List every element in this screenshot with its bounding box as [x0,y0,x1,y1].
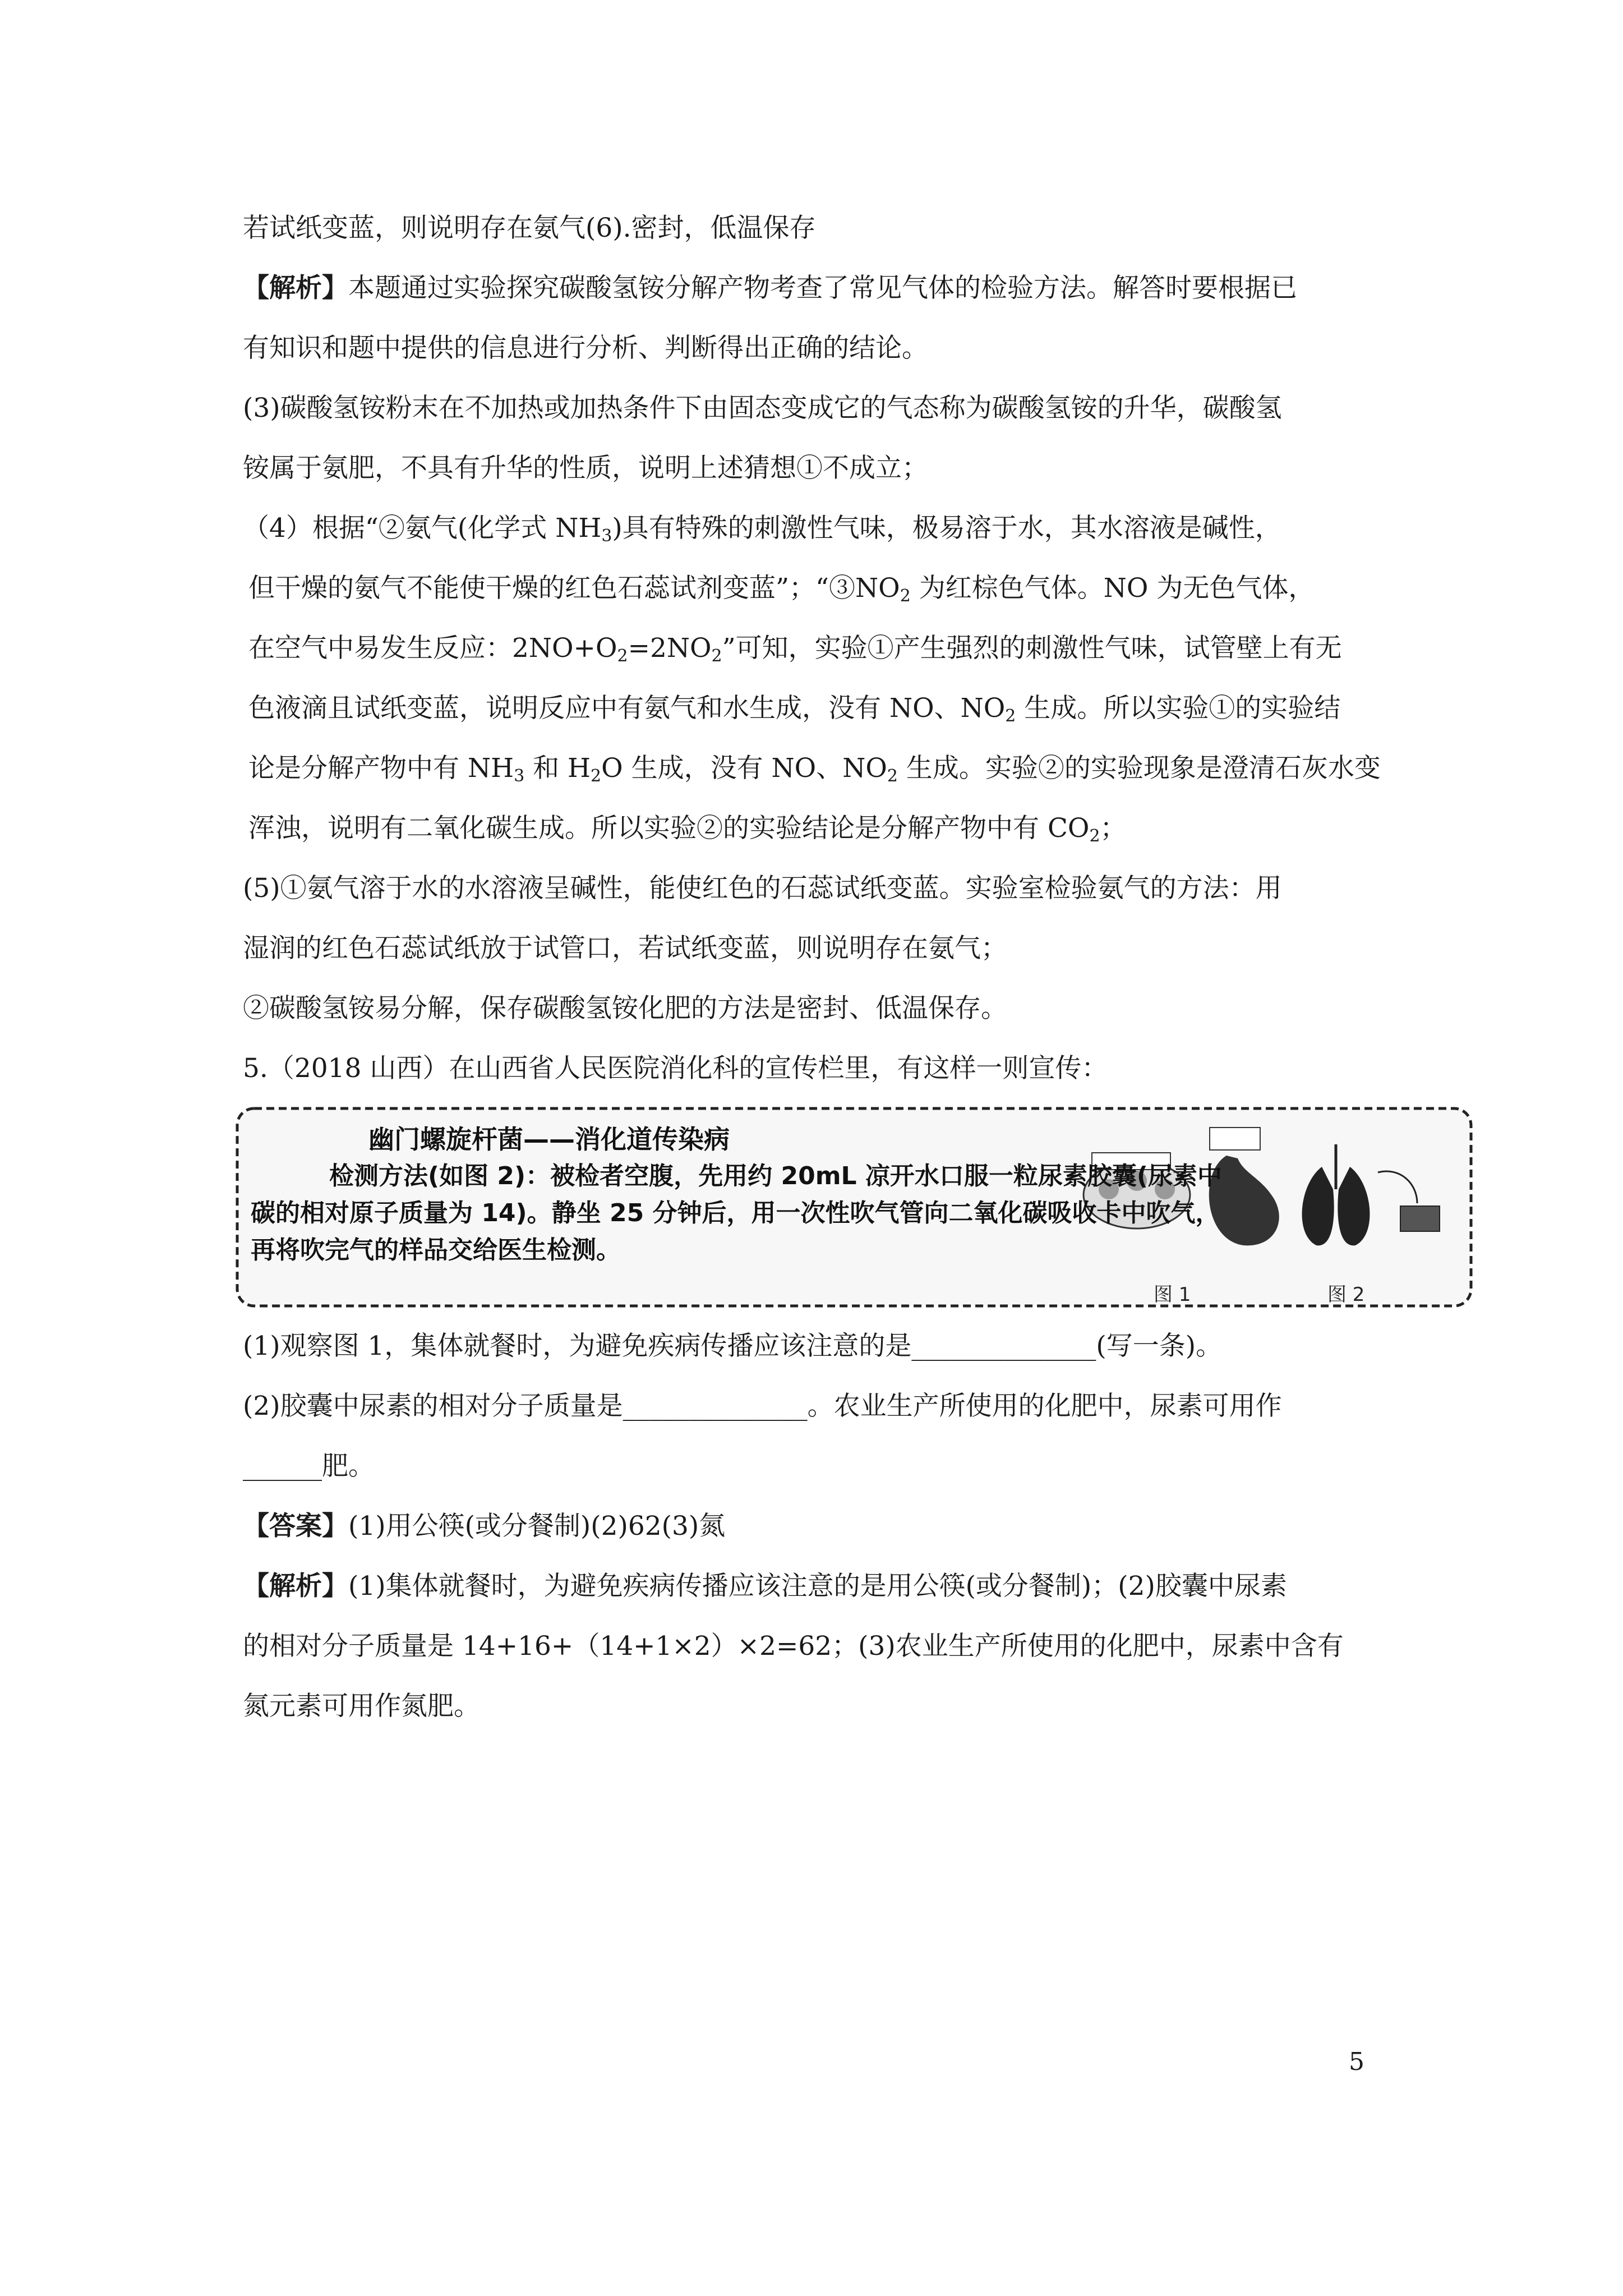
page-content [243,205,1381,1743]
text: 有知识和题中提供的信息进行分析、判断得出正确的结论。 [243,333,928,364]
text-line [243,625,1376,672]
text: 但干燥的氨气不能使干燥的红色石蕊试剂变蓝”；“③NO [248,573,900,604]
fig1-label: 图 1 [1154,1283,1191,1306]
text: 湿润的红色石蕊试纸放于试管口，若试纸变蓝，则说明存在氨气； [243,933,1007,964]
text: 为红棕色气体。NO 为无色气体， [910,573,1315,604]
text: （4）根据“②氨气(化学式 NH [243,513,602,544]
subscript: 2 [887,766,898,786]
text: 5.（2018 山西）在山西省人民医院消化科的宣传栏里，有这样一则宣传： [243,1053,1108,1084]
answer-line [243,1503,1376,1550]
question-header [243,1045,1376,1092]
poster-body: 检测方法(如图 2)：被检者空腹，先用约 20mL 凉开水口服一粒尿素胶囊(尿素中碳的相对原子质量为 14)。静坐 25 分钟后，用一次性吹气管向二氧化碳吸收卡中吹气，再将吹完气的样品交给医生检测。 [251,1162,1223,1264]
text: 浑浊，说明有二氧化碳生成。所以实验②的实验结论是分解产物中有 CO [248,813,1090,844]
analysis-tag: 【解析】 [243,1571,348,1602]
text: (2)胶囊中尿素的相对分子质量是______________。农业生产所使用的化肥中，尿素可用作 [243,1391,1282,1421]
text-line [243,205,1376,252]
explanation-line [243,1623,1376,1670]
text: )具有特殊的刺激性气味，极易溶于水，其水溶液是碱性， [612,513,1281,544]
text-line [243,805,1376,852]
text: 氮元素可用作氮肥。 [243,1691,480,1722]
text: (3)碳酸氢铵粉末在不加热或加热条件下由固态变成它的气态称为碳酸氢铵的升华，碳酸氢 [243,393,1282,424]
text-line [243,745,1381,792]
text: 论是分解产物中有 NH [248,753,514,784]
text-line [243,445,1376,492]
text-line [243,925,1376,972]
text-line [243,865,1376,912]
text: 铵属于氨肥，不具有升华的性质，说明上述猜想①不成立； [243,453,928,484]
text: 生成。所以实验①的实验结 [1016,693,1341,724]
text: 若试纸变蓝，则说明存在氨气(6).密封，低温保存 [243,213,816,243]
text: (5)①氨气溶于水的水溶液呈碱性，能使红色的石蕊试纸变蓝。实验室检验氨气的方法：用 [243,873,1282,904]
text: 在空气中易发生反应：2NO+O [248,633,617,664]
subscript: 2 [1089,826,1100,846]
text: 色液滴且试纸变蓝，说明反应中有氨气和水生成，没有 NO、NO [248,693,1006,724]
text: ”可知，实验①产生强烈的刺激性气味，试管壁上有无 [722,633,1342,664]
question-1 [243,1323,1376,1370]
question-2 [243,1383,1376,1430]
question-2-cont [243,1443,1376,1490]
answer-tag: 【答案】 [243,1511,348,1542]
poster-text [251,1121,1243,1269]
text: 的相对分子质量是 14+16+（14+1×2）×2=62；(3)农业生产所使用的化肥中，尿素中含有 [243,1631,1344,1662]
subscript: 2 [591,766,602,786]
text: (1)观察图 1，集体就餐时，为避免疾病传播应该注意的是______________(写一条)。 [243,1331,1223,1361]
fig2-label: 图 2 [1327,1283,1365,1306]
subscript: 2 [617,646,628,666]
text: ______肥。 [243,1451,375,1481]
poster-title: 幽门螺旋杆菌——消化道传染病 [368,1124,730,1154]
page-number: 5 [1349,2047,1364,2076]
text-line [243,265,1376,312]
subscript: 3 [601,526,612,546]
text: =2NO [628,633,712,664]
text: 生成。实验②的实验现象是澄清石灰水变 [897,753,1381,784]
text-line [243,685,1376,732]
text: (1)用公筷(或分餐制)(2)62(3)氮 [348,1511,726,1542]
text-line [243,985,1376,1032]
text: ； [1100,813,1127,844]
text-line [243,325,1376,372]
text: (1)集体就餐时，为避免疾病传播应该注意的是用公筷(或分餐制)；(2)胶囊中尿素 [348,1571,1287,1602]
publicity-poster [234,1105,1476,1313]
text-line [243,565,1376,612]
text-line [243,505,1376,552]
text: O 生成，没有 NO、NO [601,753,887,784]
text: 本题通过实验探究碳酸氢铵分解产物考查了常见气体的检验方法。解答时要根据已 [348,273,1297,303]
subscript: 2 [711,646,722,666]
explanation-line [243,1683,1376,1730]
text: ②碳酸氢铵易分解，保存碳酸氢铵化肥的方法是密封、低温保存。 [243,993,1007,1024]
subscript: 3 [514,766,525,786]
explanation-line [243,1563,1376,1610]
text: 和 H [524,753,591,784]
analysis-tag: 【解析】 [243,273,348,303]
text-line [243,385,1376,432]
subscript: 2 [1005,706,1016,726]
subscript: 2 [900,586,911,606]
